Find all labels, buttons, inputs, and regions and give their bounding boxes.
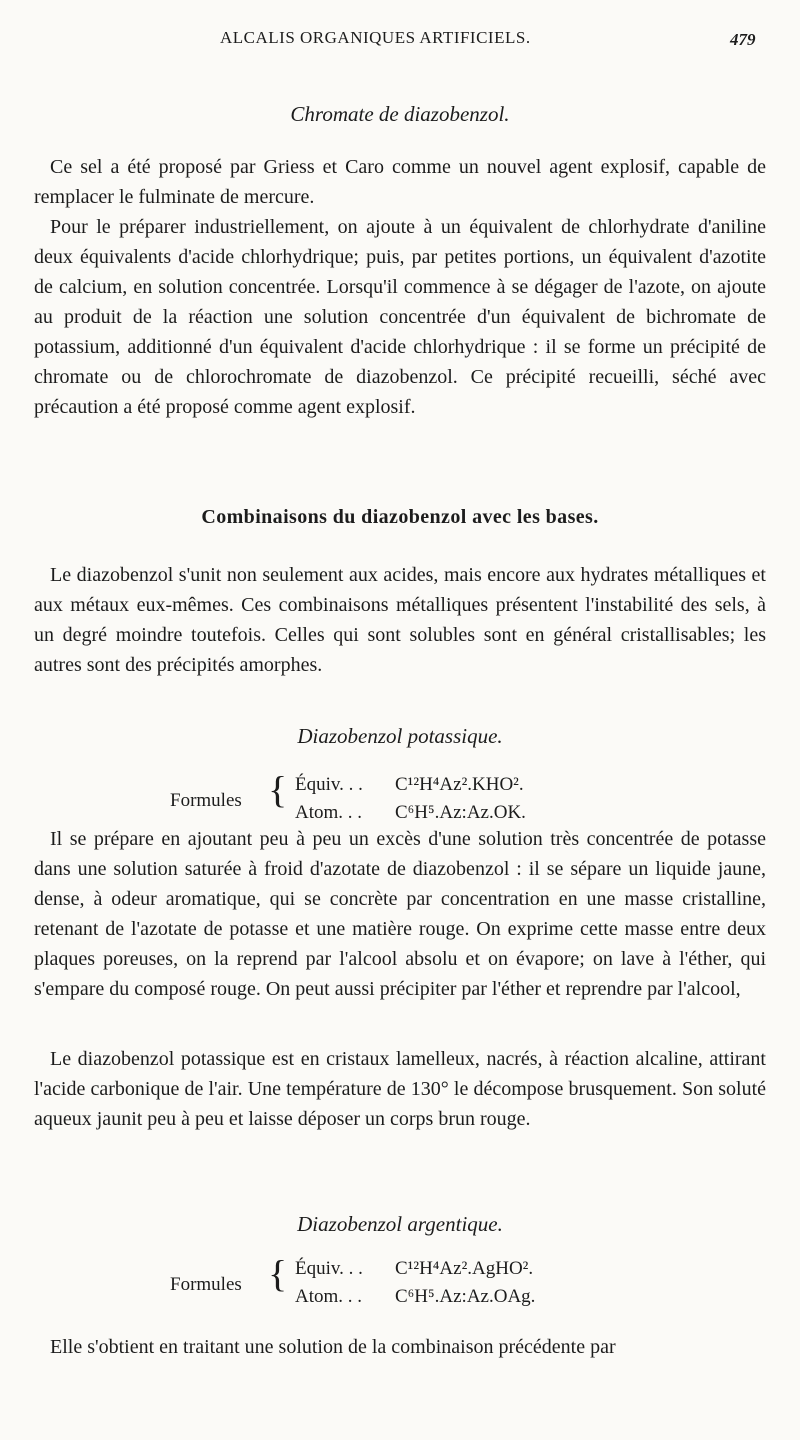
formula-label: Formules <box>170 1274 242 1295</box>
formula-line-equiv <box>295 1258 533 1280</box>
formula-value-equiv: C¹²H⁴Az².KHO². <box>395 774 524 795</box>
paragraph-potassique-preparation: Il se prépare en ajoutant peu à peu un excès d'une solution très concentrée de potasse dans une solution saturée à froid d'azotate de diazobenzol : il se sépare un liquide jaune, dense, à odeur aromatique, qui se concrète par concentration en une masse cristalline, retenant de l'azotate de potasse et une matière rouge. On exprime cette masse entre deux plaques poreuses, on la reprend par l'alcool absolu et on évapore; on lave à l'éther, qui s'empare du composé rouge. On peut aussi précipiter par l'éther et reprendre par l'alcool, <box>34 828 766 1000</box>
formula-line-atom <box>295 802 526 824</box>
running-title: ALCALIS ORGANIQUES ARTIFICIELS. <box>220 28 531 47</box>
formula-line-equiv <box>295 774 524 796</box>
paragraph-combinaisons-intro: Le diazobenzol s'unit non seulement aux acides, mais encore aux hydrates métalliques et aux métaux eux-mêmes. Ces combinaisons métalliques présentent l'instabilité des sels, à un degré moindre toutefois. Celles qui sont solubles sont en général cristallisables; les autres sont des précipités amorphes. <box>34 564 766 676</box>
formula-value-atom: C⁶H⁵.Az:Az.OAg. <box>395 1286 536 1307</box>
formula-key-atom: Atom. . . <box>295 1286 363 1307</box>
brace-icon: { <box>268 1252 288 1295</box>
formula-key-atom: Atom. . . <box>295 802 363 823</box>
formula-key-equiv: Équiv. . . <box>295 1258 363 1279</box>
brace-icon: { <box>268 768 288 811</box>
formula-label: Formules <box>170 790 242 811</box>
section-heading-combinaisons: Combinaisons du diazobenzol avec les bases. <box>201 506 599 528</box>
running-head <box>0 24 800 52</box>
page-number: 479 <box>730 30 756 49</box>
paragraph-argentique-preparation: Elle s'obtient en traitant une solution de la combinaison précédente par <box>50 1336 616 1358</box>
formula-value-equiv: C¹²H⁴Az².AgHO². <box>395 1258 534 1279</box>
section-title-argentique: Diazobenzol argentique. <box>297 1212 503 1236</box>
paragraph-potassique-properties: Le diazobenzol potassique est en cristaux lamelleux, nacrés, à réaction alcaline, attirant l'acide carbonique de l'air. Une température de 130° le décompose brusquement. Son soluté aqueux jaunit peu à peu et laisse déposer un corps brun rouge. <box>34 1048 766 1130</box>
formula-line-atom <box>295 1286 535 1308</box>
paragraph-chromate-preparation: Pour le préparer industriellement, on ajoute à un équivalent de chlorhydrate d'aniline deux équivalents d'acide chlorhydrique; puis, par petites portions, un équivalent d'azotite de calcium, en solution concentrée. Lorsqu'il commence à se dégager de l'azote, on ajoute au produit de la réaction une solution concentrée d'un équivalent de bichromate de potassium, additionné d'un équivalent d'acide chlorhydrique : il se forme un précipité de chromate ou de chlorochromate de diazobenzol. Ce précipité recueilli, séché avec précaution a été proposé comme agent explosif. <box>34 216 766 418</box>
section-title-potassique: Diazobenzol potassique. <box>297 724 503 748</box>
formula-block-argentique <box>170 1254 670 1324</box>
formula-value-atom: C⁶H⁵.Az:Az.OK. <box>395 802 526 823</box>
section-title-chromate: Chromate de diazobenzol. <box>290 102 510 126</box>
paragraph-chromate-intro: Ce sel a été proposé par Griess et Caro comme un nouvel agent explosif, capable de remplacer le fulminate de mercure. <box>34 156 766 208</box>
formula-key-equiv: Équiv. . . <box>295 774 363 795</box>
